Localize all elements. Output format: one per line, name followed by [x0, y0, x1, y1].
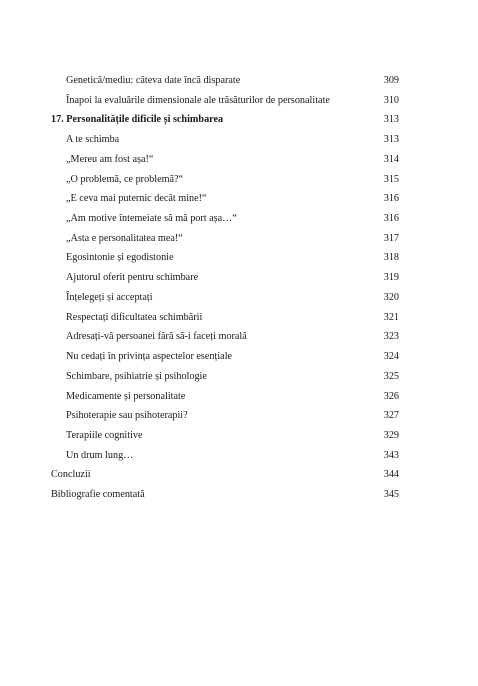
toc-entry-page-number: 310: [383, 94, 399, 106]
toc-entry: [0, 465, 478, 485]
toc-entry-page-number: 313: [383, 114, 399, 126]
toc-entry-title: Medicamente și personalitate: [66, 390, 186, 402]
toc-entry-title: Un drum lung…: [66, 449, 134, 461]
toc-entry-title: Terapiile cognitive: [66, 429, 143, 441]
toc-entry-title: Ajutorul oferit pentru schimbare: [66, 272, 199, 284]
toc-entry: [0, 308, 478, 328]
toc-entry: [0, 347, 478, 367]
toc-entry-page-number: 325: [383, 370, 399, 382]
toc-entry-page-number: 317: [383, 232, 399, 244]
toc-entry-title: „Mereu am fost așa!“: [66, 153, 154, 165]
toc-entry-page-number: 316: [383, 193, 399, 205]
toc-entry: [0, 170, 478, 190]
toc-entry-title: Genetică/mediu: câteva date încă disparate: [66, 75, 241, 86]
toc-entry-title: Egosintonie și egodistonie: [66, 252, 174, 264]
toc-entry-page-number: 315: [383, 173, 399, 185]
toc-entry-title: „O problemă, ce problemă?“: [66, 173, 184, 185]
toc-entry-title: A te schimba: [66, 134, 120, 146]
toc-entry-title: Bibliografie comentată: [51, 489, 145, 501]
toc-entry: [0, 130, 478, 150]
toc-entry: [0, 426, 478, 446]
toc-entry: [0, 248, 478, 268]
toc-entry: [0, 71, 478, 91]
toc-entry: [0, 485, 478, 505]
toc-entry: [0, 327, 478, 347]
toc-entry-page-number: 318: [383, 252, 399, 264]
toc-entry-title: Înapoi la evaluările dimensionale ale trăsăturilor de personalitate: [66, 94, 330, 106]
table-of-contents: [0, 71, 478, 505]
toc-entry: [0, 367, 478, 387]
toc-entry-page-number: 326: [383, 390, 399, 402]
toc-entry-title: „Am motive întemeiate să mă port așa…“: [66, 213, 237, 225]
toc-entry-title: Concluzii: [51, 469, 91, 481]
toc-entry-title: Nu cedați în privința aspectelor esențiale: [66, 351, 233, 363]
toc-entry-page-number: 314: [383, 153, 399, 165]
toc-entry-title: Schimbare, psihiatrie și psihologie: [66, 370, 207, 382]
toc-entry-page-number: 309: [383, 75, 399, 86]
toc-entry: [0, 387, 478, 407]
toc-entry-page-number: 320: [383, 291, 399, 303]
toc-entry: [0, 268, 478, 288]
toc-entry-page-number: 323: [383, 331, 399, 343]
toc-entry: [0, 406, 478, 426]
toc-entry-page-number: 319: [383, 272, 399, 284]
toc-chapter-entry: [0, 110, 478, 130]
toc-entry: [0, 229, 478, 249]
toc-entry: [0, 446, 478, 466]
toc-entry: [0, 189, 478, 209]
toc-entry-page-number: 316: [383, 213, 399, 225]
toc-entry-title: Psihoterapie sau psihoterapii?: [66, 410, 188, 422]
toc-entry: [0, 91, 478, 111]
toc-entry-page-number: 321: [383, 311, 399, 323]
toc-entry-page-number: 344: [383, 469, 399, 481]
toc-entry-page-number: 327: [383, 410, 399, 422]
toc-entry-page-number: 313: [383, 134, 399, 146]
toc-entry-title: Respectați dificultatea schimbării: [66, 311, 203, 323]
toc-entry-title: „Asta e personalitatea mea!“: [66, 232, 183, 244]
toc-entry: [0, 288, 478, 308]
toc-entry-title: „E ceva mai puternic decât mine!“: [66, 193, 207, 205]
toc-entry: [0, 209, 478, 229]
toc-entry-page-number: 329: [383, 429, 399, 441]
toc-entry-page-number: 324: [383, 351, 399, 363]
toc-entry: [0, 150, 478, 170]
toc-entry-title: Adresați-vă persoanei fără să-i faceți morală: [66, 331, 247, 343]
toc-entry-page-number: 343: [383, 449, 399, 461]
toc-entry-title: 17. Personalitățile dificile și schimbarea: [51, 114, 224, 126]
toc-entry-page-number: 345: [383, 489, 399, 501]
toc-entry-title: Înțelegeți și acceptați: [66, 291, 153, 303]
